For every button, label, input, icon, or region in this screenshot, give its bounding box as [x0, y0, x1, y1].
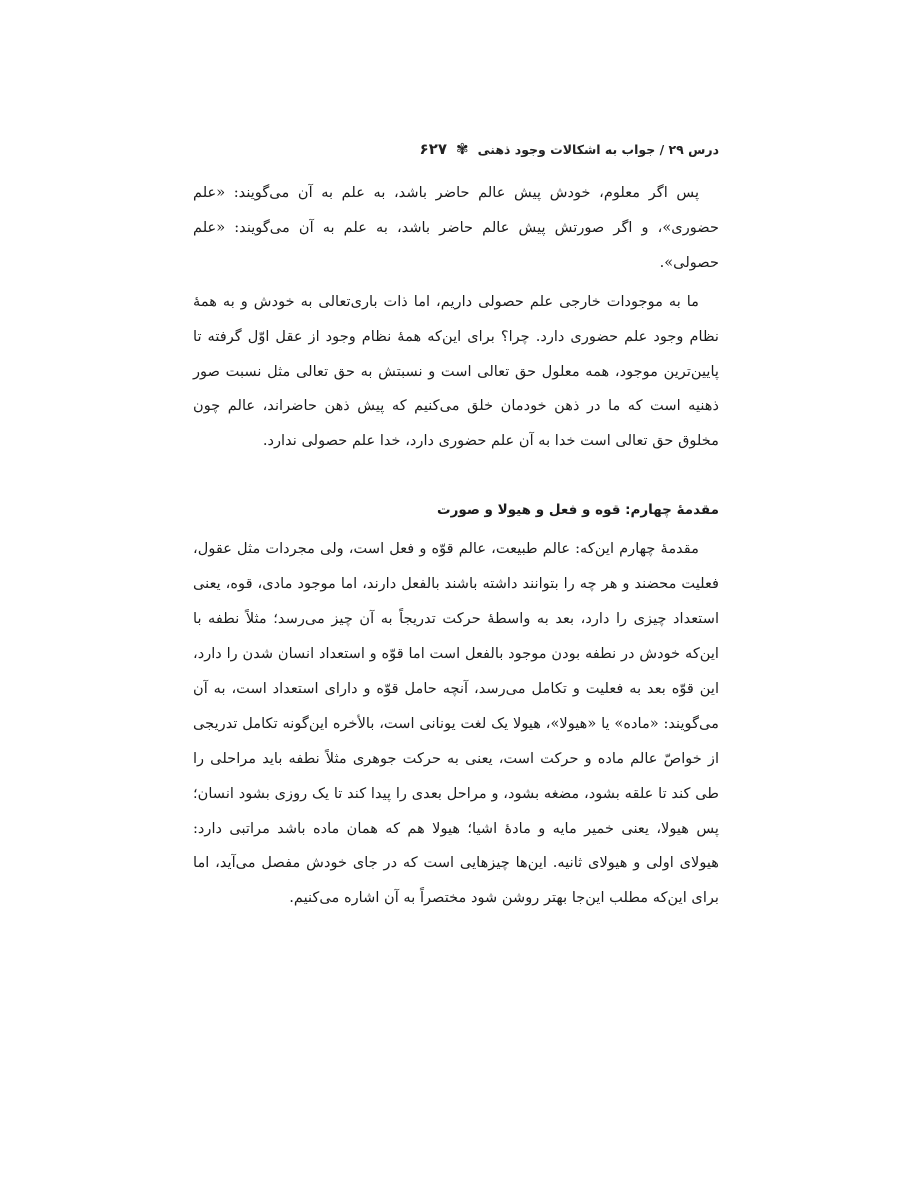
paragraph-1: پس اگر معلوم، خودش پیش عالم حاضر باشد، به علم به آن می‌گویند: «علم حضوری»، و اگر صورتش پیش عالم حاضر باشد، به علم به آن می‌گویند: «علم حصولی». [193, 184, 719, 271]
paragraph-2: ما به موجودات خارجی علم حصولی داریم، اما ذات باری‌تعالی به خودش و به همهٔ نظام وجود علم حضوری دارد. چرا؟ برای این‌که همهٔ نظام وجود از عقل اوّل گرفته تا پایین‌ترین موجود، همه معلول حق تعالی است و نسبتش به حق تعالی مثل نسبت صور ذهنیه است که ما در ذهن خودمان خلق می‌کنیم که پیش ذهن حاضراند، عالم چون مخلوق حق تعالی است خدا به آن علم حضوری دارد، خدا علم حصولی ندارد. [193, 292, 719, 450]
book-page [193, 128, 719, 916]
paragraph-3: مقدمهٔ چهارم این‌که: عالم طبیعت، عالم قوّه و فعل است، ولی مجردات مثل عقول، فعلیت محضند و هر چه را بتوانند داشته باشند بالفعل دارند، اما موجود مادی، قوه، یعنی استعداد چیزی را دارد، بعد به واسطهٔ حرکت تدریجاً به آن چیز می‌رسد؛ مثلاً نطفه با این‌که خودش در نطفه بودن موجود بالفعل است اما قوّه و استعداد انسان شدن را دارد، این قوّه بعد به فعلیت و تکامل می‌رسد، آنچه حامل قوّه و دارای استعداد است، به آن می‌گویند: «ماده» یا «هیولا»، هیولا یک لغت یونانی است، بالأخره این‌گونه تکامل تدریجی از خواصّ عالم ماده و حرکت است، یعنی به حرکت جوهری مثلاً نطفه باید مراحلی را طی کند تا علقه بشود، مضغه بشود، و مراحل بعدی را پیدا کند تا یک روزی بشود انسان؛ پس هیولا، یعنی خمیر مایه و مادهٔ اشیا؛ هیولا هم که همان ماده باشد مراتبی دارد: هیولای اولی و هیولای ثانیه. این‌ها چیزهایی است که در جای خودش مفصل می‌آید، اما برای این‌که مطلب این‌جا بهتر روشن شود مختصراً به آن اشاره می‌کنیم. [193, 540, 719, 907]
flower-ornament-icon: ✾ [456, 139, 469, 158]
chapter-title: درس ۲۹ / جواب به اشکالات وجود ذهنی [477, 141, 719, 157]
running-header [193, 138, 719, 160]
section-heading: مقدمهٔ چهارم: قوه و فعل و هیولا و صورت [437, 502, 719, 519]
page-number: ۶۲۷ [419, 140, 448, 158]
body-text [193, 176, 719, 916]
